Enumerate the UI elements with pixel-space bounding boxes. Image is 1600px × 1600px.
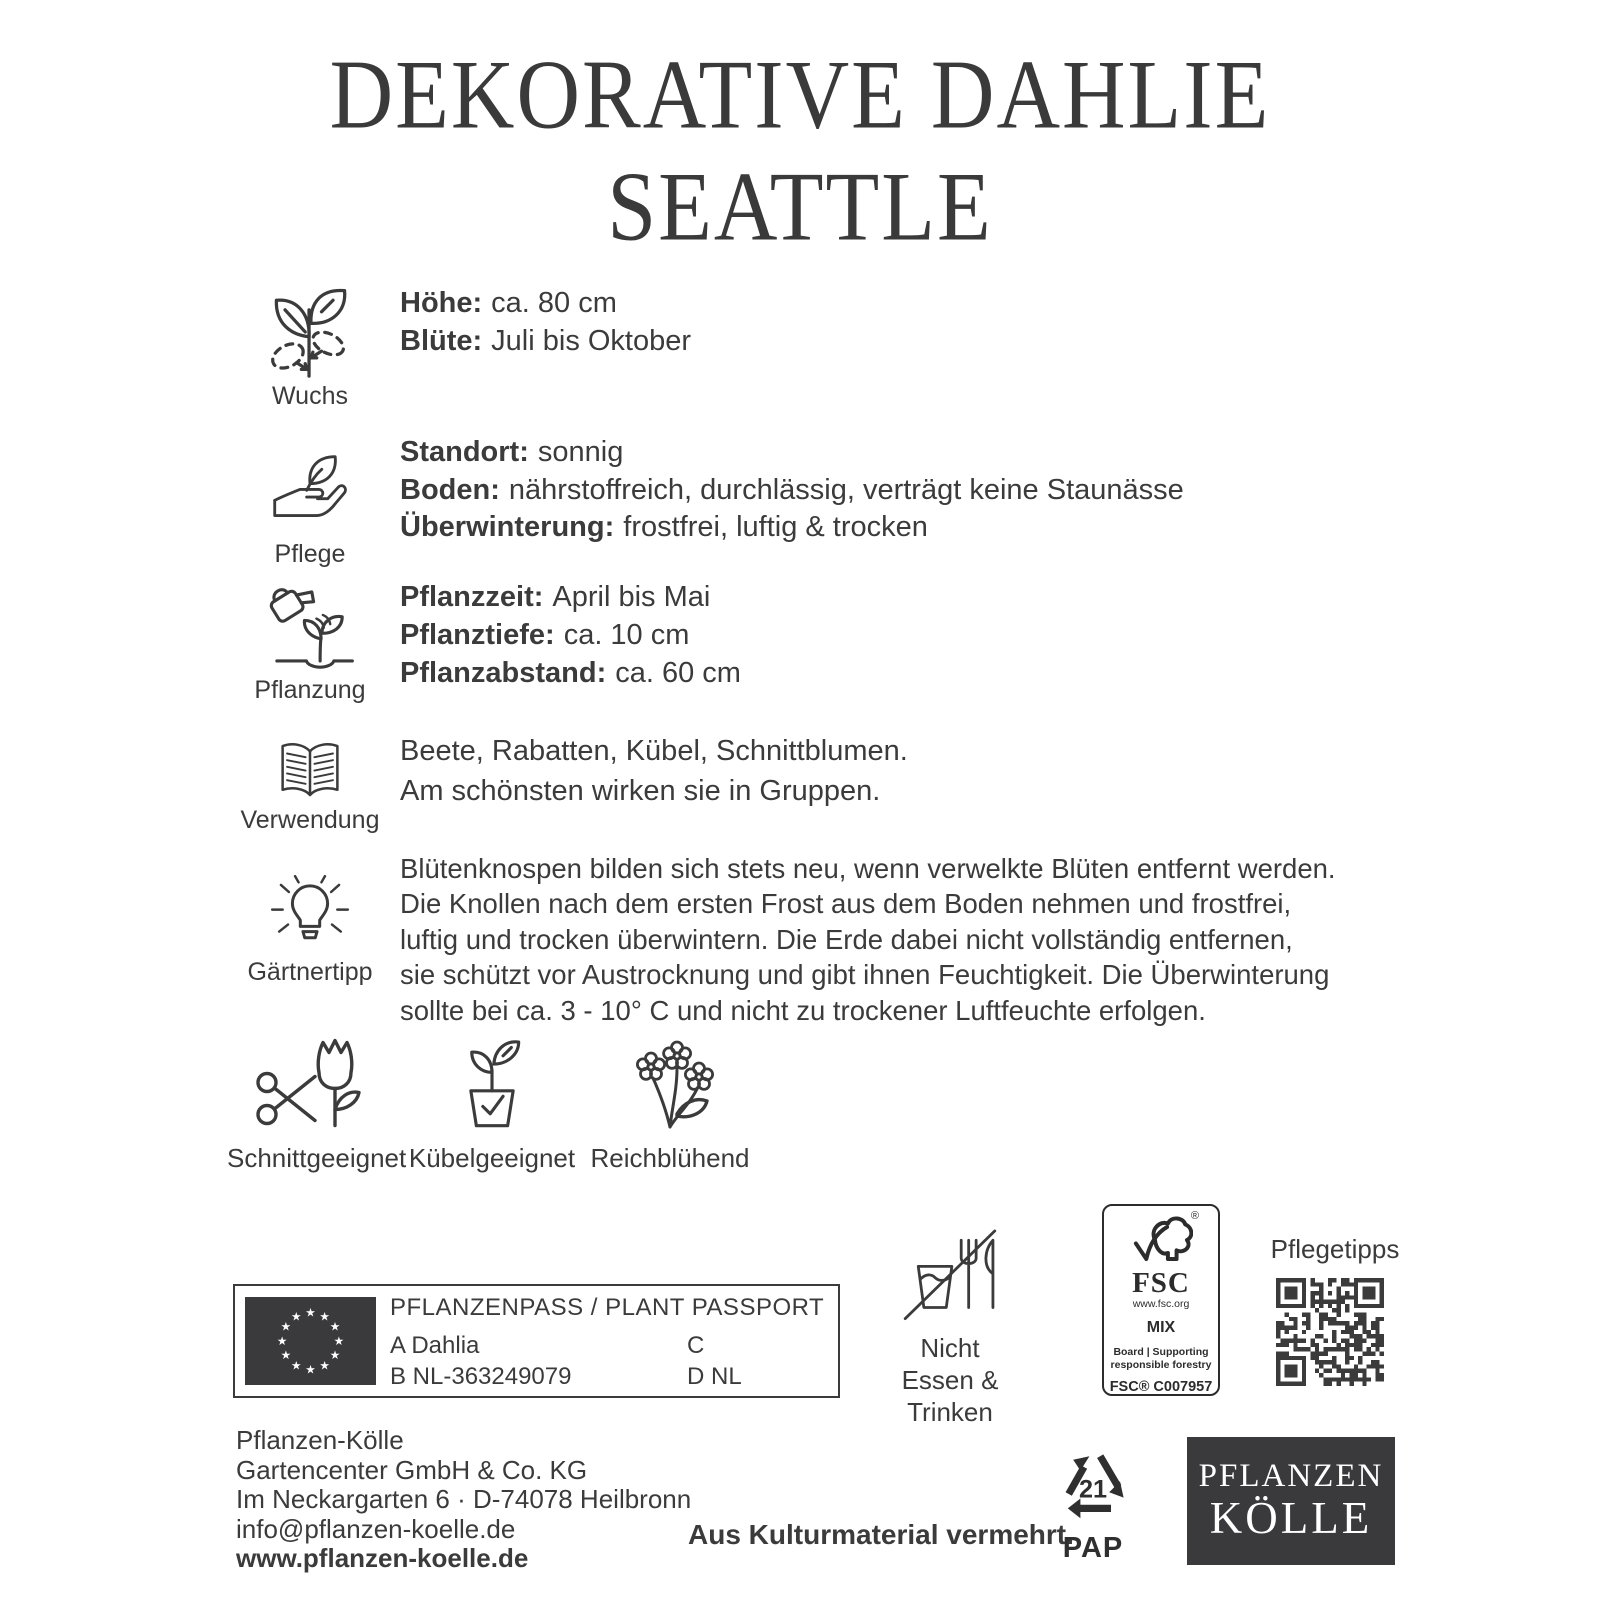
overwinter-key: Überwinterung: [400, 511, 615, 543]
fsc-icon-wrap [1129, 1210, 1199, 1268]
pflanzen-koelle-logo [1187, 1437, 1395, 1565]
brand-line-2: KÖLLE [1209, 1493, 1373, 1543]
bloom-value: Juli bis Oktober [491, 325, 692, 357]
passport-line-d: D NL [687, 1363, 742, 1390]
svg-text:★: ★ [305, 1305, 316, 1320]
company-legal: Gartencenter GmbH & Co. KG [236, 1454, 588, 1485]
product-title-line-2: SEATTLE [607, 153, 993, 262]
site-key: Standort: [400, 436, 529, 468]
feature-cut-suitable [227, 1030, 407, 1174]
brand-line-1: PFLANZEN [1198, 1458, 1384, 1494]
usage-value-2: Am schönsten wirken sie in Gruppen. [400, 775, 881, 807]
planting-icon-block [225, 580, 395, 672]
fsc-registered-mark: ® [1190, 1210, 1199, 1222]
growth-icon-block [225, 283, 395, 379]
usage-info [400, 731, 1410, 811]
planting-depth-key: Pflanztiefe: [400, 619, 555, 651]
product-title [0, 40, 1600, 264]
fsc-desc-line-1: Board | Supporting [1113, 1346, 1209, 1358]
overwinter-line [400, 509, 1410, 547]
usage-line-2 [400, 771, 1410, 811]
tip-line-3: luftig und trocken überwintern. Die Erde dabei nicht vollständig entfernen, [400, 923, 1293, 955]
watering-can-icon [264, 580, 356, 672]
svg-text:★: ★ [280, 1348, 292, 1363]
feature-container-label: Kübelgeeignet [408, 1143, 576, 1173]
product-title-line-1: DEKORATIVE DAHLIE [329, 41, 1271, 150]
usage-line-1 [400, 731, 1410, 771]
usage-value-1: Beete, Rabatten, Kübel, Schnittblumen. [400, 735, 908, 767]
planting-distance-line [400, 654, 1410, 692]
no-food-label [860, 1332, 1040, 1428]
passport-line-a: A Dahlia [390, 1332, 480, 1359]
feature-cut-label: Schnittgeeignet [227, 1143, 407, 1173]
passport-header: PFLANZENPASS / PLANT PASSPORT [390, 1294, 825, 1321]
planting-depth-line [400, 616, 1410, 654]
planting-time-value: April bis Mai [552, 581, 711, 613]
fsc-grade: MIX [1146, 1319, 1176, 1336]
site-line [400, 434, 1410, 472]
feature-flowering-label: Reichblühend [590, 1143, 750, 1173]
planting-info [400, 578, 1410, 692]
care-section-label: Pflege [274, 540, 346, 568]
recycling-code: 21 [1078, 1475, 1108, 1504]
bloom-line [400, 322, 1410, 360]
usage-section-label: Verwendung [240, 806, 380, 834]
company-website: www.pflanzen-koelle.de [236, 1543, 529, 1573]
bloom-key: Blüte: [400, 325, 483, 357]
fsc-name: FSC [1132, 1267, 1190, 1299]
growth-info [400, 284, 1410, 360]
plant-passport-box [233, 1284, 840, 1398]
planting-depth-value: ca. 10 cm [563, 619, 690, 651]
growth-section-label: Wuchs [272, 382, 348, 410]
soil-key: Boden: [400, 473, 500, 506]
svg-text:★: ★ [319, 1309, 330, 1324]
feature-rich-flowering [585, 1030, 755, 1174]
qr-caption: Pflegetipps [1270, 1234, 1400, 1264]
scissors-tulip-icon [247, 1030, 377, 1135]
flower-bouquet-icon [620, 1030, 720, 1135]
planting-distance-key: Pflanzabstand: [400, 657, 607, 689]
gardener-tip-text [400, 851, 1410, 1028]
passport-line-c: C [687, 1332, 705, 1359]
planting-section-label: Pflanzung [254, 676, 366, 704]
recycling-material: PAP [1062, 1532, 1124, 1564]
fsc-tree-check-icon [1129, 1212, 1193, 1268]
planting-time-key: Pflanzzeit: [400, 581, 544, 613]
svg-text:★: ★ [291, 1309, 302, 1324]
care-info [400, 434, 1410, 547]
tip-section-label: Gärtnertipp [247, 958, 373, 986]
recycling-mark [1038, 1440, 1148, 1565]
svg-text:★: ★ [291, 1358, 302, 1373]
potted-plant-check-icon [446, 1030, 538, 1135]
svg-text:★: ★ [280, 1319, 292, 1334]
company-street: Im Neckargarten 6 · D-74078 Heilbronn [236, 1484, 692, 1514]
tip-line-4: sie schützt vor Austrocknung und gibt ihnen Feuchtigkeit. Die Überwinterung [400, 959, 1330, 991]
open-book-icon [273, 735, 347, 809]
feature-container-suitable [407, 1030, 577, 1174]
fsc-description [1104, 1346, 1218, 1371]
eu-stars-icon [245, 1297, 376, 1385]
propagation-note: Aus Kulturmaterial vermehrt. [688, 1519, 1074, 1550]
svg-text:★: ★ [305, 1362, 316, 1377]
svg-text:★: ★ [319, 1358, 330, 1373]
overwinter-value: frostfrei, luftig & trocken [623, 511, 928, 543]
height-value: ca. 80 cm [491, 287, 617, 319]
tip-icon-block [225, 870, 395, 958]
fsc-license-code: FSC® C007957 [1109, 1379, 1213, 1395]
soil-line [400, 472, 1410, 510]
svg-text:★: ★ [329, 1348, 341, 1363]
hand-leaf-icon [268, 450, 352, 534]
fsc-url: www.fsc.org [1132, 1298, 1190, 1310]
lightbulb-icon [266, 870, 354, 958]
tip-line-2: Die Knollen nach dem ersten Frost aus dem Boden nehmen und frostfrei, [400, 888, 1292, 920]
care-icon-block [225, 450, 395, 534]
fsc-label [1102, 1204, 1220, 1396]
usage-icon-block [225, 735, 395, 809]
planting-time-line [400, 578, 1410, 616]
soil-value: nährstoffreich, durchlässig, verträgt keine Staunässe [508, 473, 1184, 506]
growth-sprig-icon [262, 283, 358, 379]
height-key: Höhe: [400, 287, 483, 319]
no-food-line-1: Nicht [920, 1333, 980, 1363]
no-eating-drinking-icon [891, 1216, 1009, 1328]
no-food-block [860, 1216, 1040, 1428]
tip-line-1: Blütenknospen bilden sich stets neu, wenn verwelkte Blüten entfernt werden. [400, 853, 1336, 884]
svg-text:★: ★ [276, 1333, 288, 1348]
eu-flag [245, 1297, 376, 1385]
tip-line-5: sollte bei ca. 3 - 10° C und nicht zu trockener Luftfeuchte erfolgen. [400, 994, 1206, 1026]
site-value: sonnig [537, 436, 624, 468]
company-name: Pflanzen-Kölle [236, 1425, 404, 1455]
no-food-line-2: Essen & Trinken [901, 1365, 999, 1427]
recycling-triangle-icon [1047, 1440, 1139, 1530]
company-address [236, 1426, 691, 1574]
fsc-desc-line-2: responsible forestry [1110, 1358, 1212, 1371]
svg-text:★: ★ [333, 1333, 345, 1348]
height-line [400, 284, 1410, 322]
planting-distance-value: ca. 60 cm [615, 657, 741, 689]
svg-text:★: ★ [329, 1319, 341, 1334]
care-tips-qr-code [1276, 1278, 1384, 1386]
company-email: info@pflanzen-koelle.de [236, 1513, 516, 1544]
passport-line-b: B NL-363249079 [390, 1363, 572, 1390]
